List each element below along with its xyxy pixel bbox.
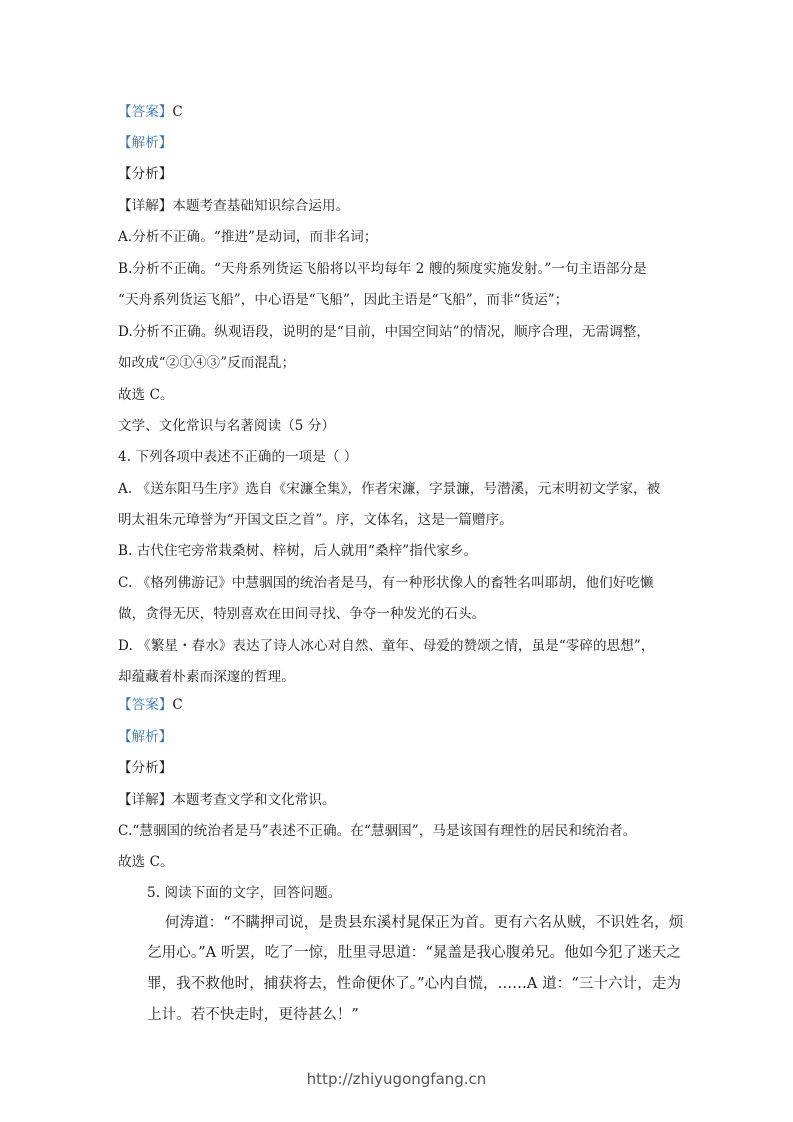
detail-text: 本题考查文学和文化常识。 bbox=[172, 792, 336, 808]
q4-answer bbox=[118, 695, 183, 715]
detail-text: 本题考查基础知识综合运用。 bbox=[172, 198, 350, 214]
detail-tag: 【详解】 bbox=[118, 198, 173, 214]
q3-analysis-tag: 【解析】 bbox=[118, 135, 173, 151]
q4-analysis-tag: 【解析】 bbox=[118, 729, 173, 745]
answer-value: C bbox=[172, 697, 183, 713]
q3-line-d1: D.分析不正确。纵观语段，说明的是“目前，中国空间站”的情况，顺序合理，无需调整， bbox=[118, 324, 651, 340]
q5-passage-line-3: 罪，我不救他时，捕获将去，性命便休了。”心内自慌，……A 道：“三十六计，走为 bbox=[147, 976, 682, 992]
section-title: 文学、文化常识与名著阅读（5 分） bbox=[118, 418, 336, 434]
q4-option-d1: D. 《繁星・春水》表达了诗人冰心对自然、童年、母爱的赞颂之情，虽是“零碎的思想”， bbox=[118, 638, 655, 654]
q4-conclusion: 故选 C。 bbox=[118, 854, 174, 870]
answer-value: C bbox=[172, 104, 183, 120]
q3-line-a: A.分析不正确。“推进”是动词，而非名词； bbox=[118, 229, 378, 245]
q3-line-b1: B.分析不正确。“天舟系列货运飞船将以平均每年 2 艘的频度实施发射。”一句主语部分是 bbox=[118, 261, 647, 277]
answer-tag: 【答案】 bbox=[118, 697, 173, 713]
q5-passage-line-4: 上计。若不快走时，更待甚么！” bbox=[147, 1007, 359, 1023]
detail-tag: 【详解】 bbox=[118, 792, 173, 808]
q4-option-a2: 明太祖朱元璋誉为“开国文臣之首”。序，文体名，这是一篇赠序。 bbox=[118, 512, 513, 528]
q3-answer bbox=[118, 102, 183, 122]
q4-question: 4. 下列各项中表述不正确的一项是（ ） bbox=[118, 449, 358, 465]
q4-option-b: B. 古代住宅旁常栽桑树、梓树，后人就用“桑梓”指代家乡。 bbox=[118, 543, 478, 559]
footer-url: http://zhiyugongfang.cn bbox=[306, 1070, 487, 1088]
q3-conclusion: 故选 C。 bbox=[118, 387, 174, 403]
q4-option-c2: 做，贪得无厌，特别喜欢在田间寻找、争夺一种发光的石头。 bbox=[118, 606, 486, 622]
q3-line-b2: “天舟系列货运飞船”，中心语是“飞船”，因此主语是“飞船”，而非“货运”； bbox=[118, 292, 569, 308]
q3-detail bbox=[118, 196, 349, 216]
q4-detail bbox=[118, 790, 336, 810]
q4-option-a1: A. 《送东阳马生序》选自《宋濂全集》，作者宋濂，字景濂，号潜溪，元末明初文学家，被 bbox=[118, 481, 661, 497]
q5-passage-line-2: 乞用心。”A 听罢，吃了一惊，肚里寻思道：“晁盖是我心腹弟兄。他如今犯了迷天之 bbox=[147, 945, 682, 961]
q4-option-c1: C. 《格列佛游记》中慧骃国的统治者是马，有一种形状像人的畜牲名叫耶胡，他们好吃懒 bbox=[118, 575, 654, 591]
q4-fenxi-tag: 【分析】 bbox=[118, 760, 173, 776]
q4-line-c: C.“慧骃国的统治者是马”表述不正确。在“慧骃国”，马是该国有理性的居民和统治者。 bbox=[118, 823, 637, 839]
q3-line-d2: 如改成“②①④③”反而混乱； bbox=[118, 355, 296, 371]
q4-option-d2: 却蕴藏着朴素而深邃的哲理。 bbox=[118, 669, 295, 685]
q3-fenxi-tag: 【分析】 bbox=[118, 166, 173, 182]
q5-passage-line-1: 何涛道：“不瞒押司说，是贵县东溪村晁保正为首。更有六名从贼，不识姓名，烦 bbox=[165, 915, 684, 931]
q5-question: 5. 阅读下面的文字，回答问题。 bbox=[147, 885, 342, 901]
answer-tag: 【答案】 bbox=[118, 104, 173, 120]
